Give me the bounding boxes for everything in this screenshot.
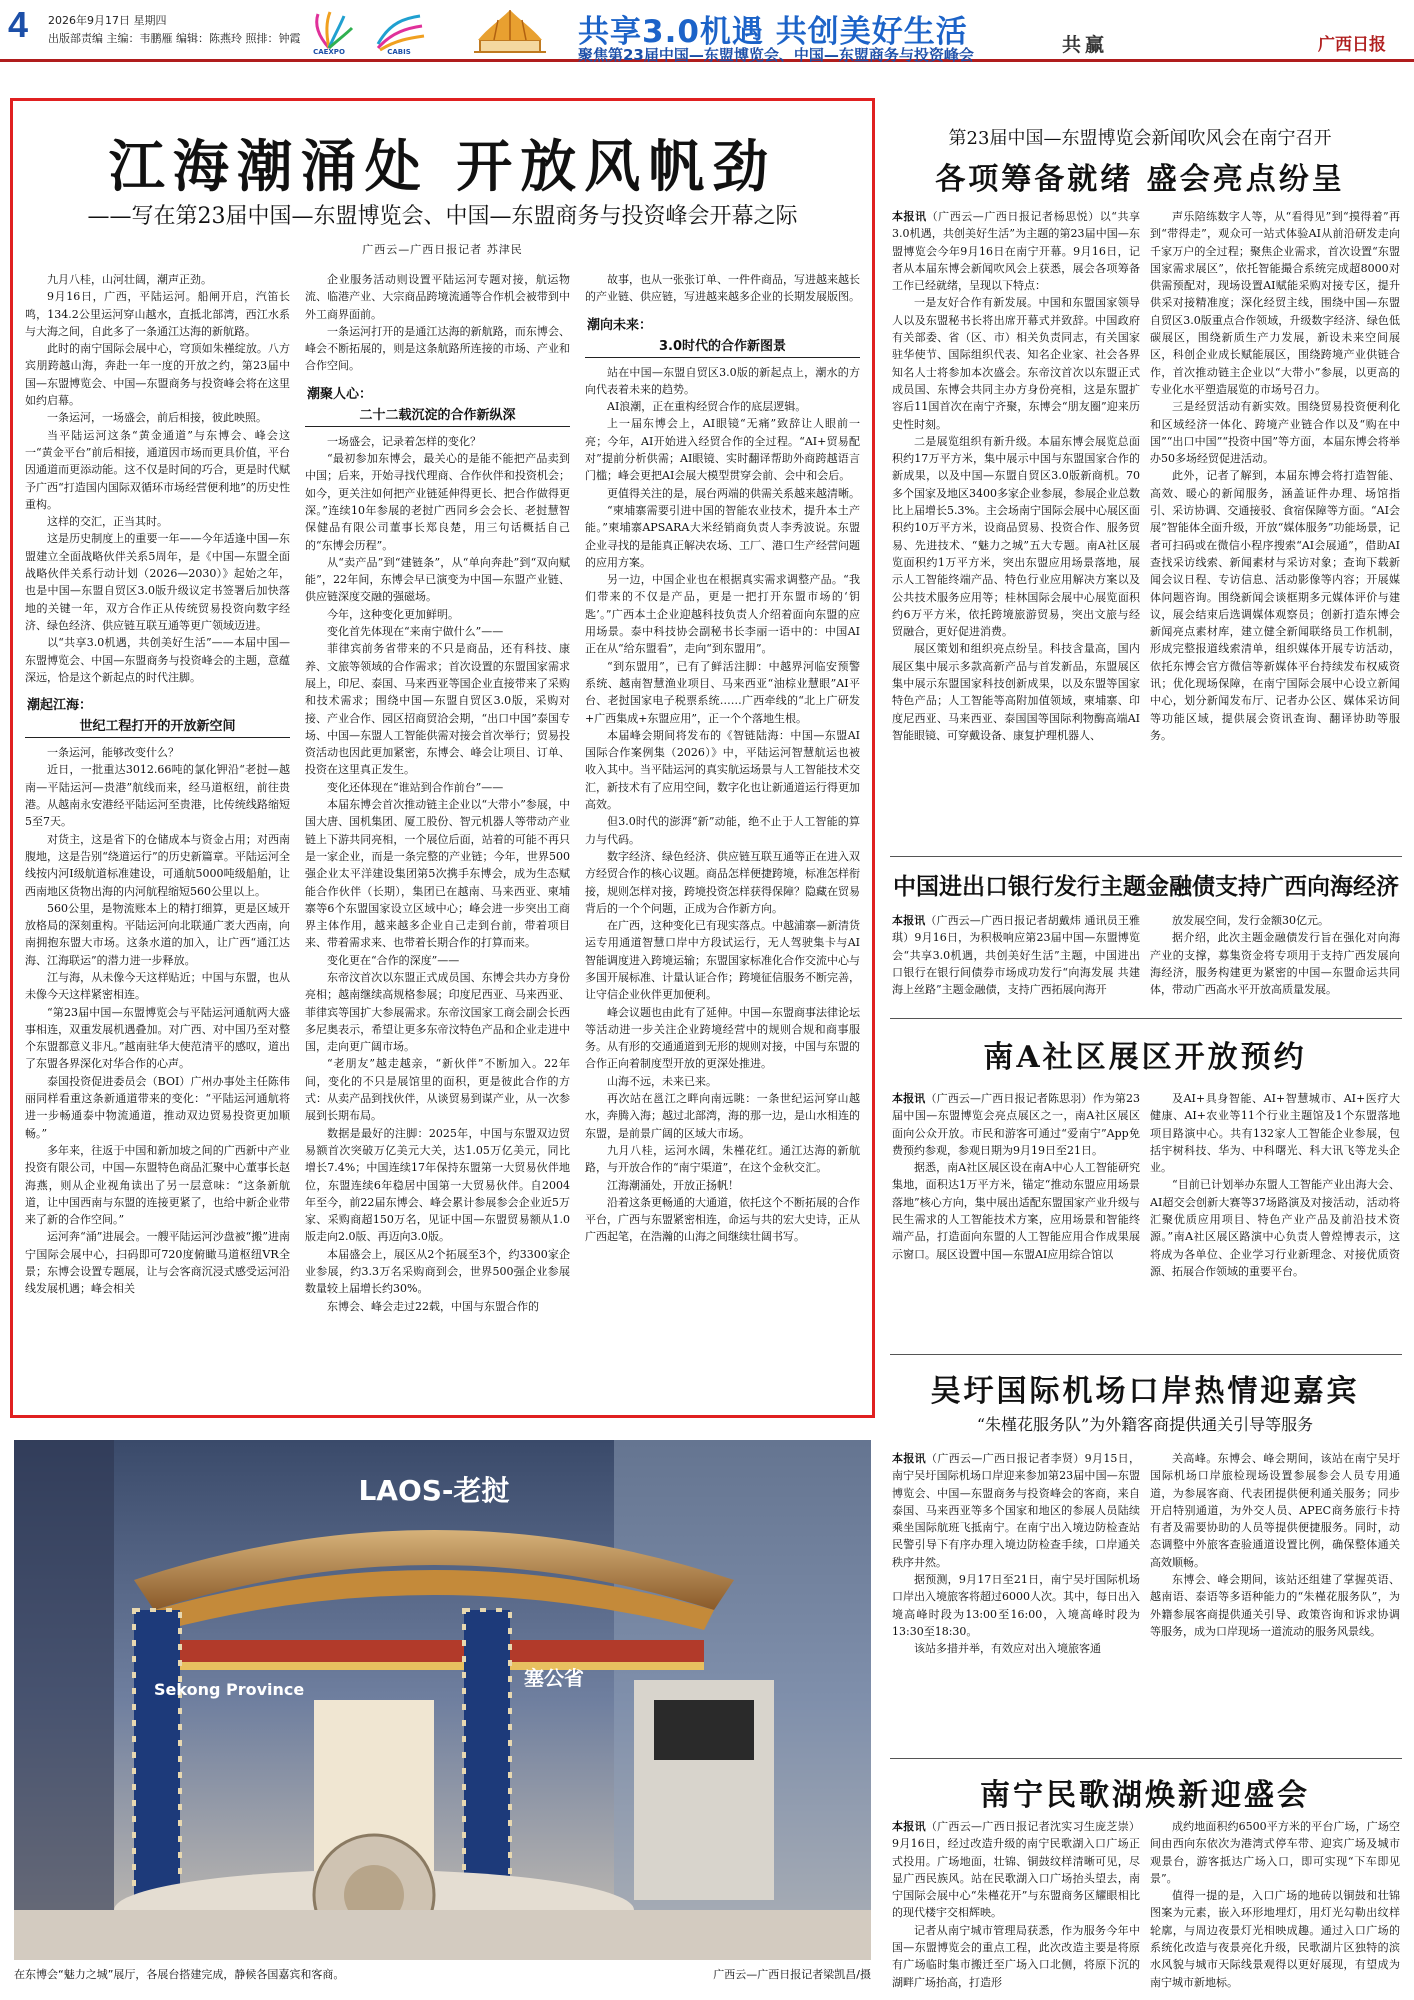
photo-sign-sekong: Sekong Province [154, 1680, 305, 1699]
lead-column-2 [305, 271, 570, 1409]
issue-date: 2026年9月17日 星期四 [48, 14, 167, 27]
lead-title: 江海潮涌处 开放风帆劲 [108, 134, 777, 200]
lead-byline: 广西云—广西日报记者 苏津民 [362, 243, 523, 256]
story4-column-2 [1150, 1450, 1400, 1750]
paragraph: 上一届东博会上，AI眼镜“无痛”致辞让人眼前一亮；今年，AI开始进入经贸合作的全过程。“AI+贸易配对”提前分析供需；AI眼镜、实时翻译帮助外商跨越语言门槛；峰会更把AI会展大模型贯穿会前、会中和会后。 [585, 417, 860, 483]
paragraph: 东博会、峰会走过22载，中国与东盟合作的 [327, 1299, 539, 1313]
paragraph: 该站多措并举，有效应对出入境旅客通 [914, 1642, 1101, 1656]
paragraph: 数字经济、绿色经济、供应链互联互通等正在进入双方经贸合作的核心议题。商品怎样便捷跨境，标准怎样衔接，规则怎样对接，跨境投资怎样获得保障？隐藏在贸易背后的一个个问题，正成为合作新方向。 [585, 849, 860, 915]
paragraph: 据预测，9月17日至21日，南宁吴圩国际机场口岸出入境旅客将超过6000人次。其中，每日出入境高峰时段为13:00至16:00，入境高峰时段为13:30至18:30。 [892, 1573, 1140, 1638]
paragraph: 一场盛会，记录着怎样的变化？ [327, 434, 481, 448]
paragraph: “柬埔寨需要引进中国的智能农业技术，提升本土产能。”柬埔寨APSARA大米经销商负责人李秀波说。东盟企业寻找的是能真正解决农场、工厂、港口生产经营问题的应用方案。 [585, 503, 860, 569]
paragraph: 本届盛会上，展区从2个拓展至3个，约3300家企业参展，约3.3万名采购商到会，世界500强企业参展数量较上届增长约30%。 [305, 1247, 570, 1296]
paragraph: 但3.0时代的澎湃“新”动能，绝不止于人工智能的算力与代码。 [585, 815, 860, 846]
paragraph: 此外，记者了解到，本届东博会将打造智能、高效、暖心的新闻服务，涵盖证件办理、场馆指引、采访协调、交通接驳、食宿保障等方面。“AI会展”智能体全面升级，开放“媒体服务”功能场景，记者可扫码或在微信小程序搜索“AI会展通”，借助AI查找采访线索、新闻素材与采访对象；查询下载新闻会议日程、专访信息、活动影像等内容；开展媒体问题咨询。围绕新闻会谈框期多元媒体评价与建议，展会结束后选调媒体观察员；创新打造东博会新闻亮点素材库，建立健全新闻联络员工作机制，形成完整报道线索清单，组织媒体开展专访活动，依托东博会官方微信等新媒体平台持续发布权威资讯；优化现场保障，在南宁国际会展中心设立新闻中心，划分新闻发布厅、记者办公区、媒体采访间等功能区域，提供展会资讯查询、翻译协助等服务。 [1150, 469, 1400, 742]
paragraph: 一条运河打开的是通江达海的新航路，而东博会、峰会不断拓展的，则是这条航路所连接的市场、产业和合作空间。 [305, 324, 570, 373]
paragraph: 沿着这条更畅通的大通道，依托这个不断拓展的合作平台，广西与东盟紧密相连，命运与共的宏大史诗，正从广西起笔，在浩瀚的山海之间继续壮阔书写。 [585, 1195, 860, 1244]
paragraph: 值得一提的是，入口广场的地砖以铜鼓和壮锦图案为元素，嵌入环形地埋灯，用灯光勾勒出纹样轮廓，与周边夜景灯光相映成趣。通过入口广场的系统化改造与夜景亮化升级，民歌湖片区独特的滨水风貌与城市天际线景观得以更好展现，有望成为南宁城市新地标。 [1150, 1889, 1400, 1989]
paragraph: 这是历史制度上的重要一年——今年适逢中国—东盟建立全面战略伙伴关系5周年，是《中国—东盟全面战略伙伴关系行动计划（2026—2030）》起始之年，也是中国—东盟自贸区3.0版升级议定书签署后加快落地的关键一年，双方合作正从传统贸易投资向数字经济、绿色经济、供应链互联互通等更广领域迈进。 [25, 532, 290, 632]
story2-column-1: 本报讯（广西云—广西日报记者胡戴炜 通讯员王雅琪）9月16日，为积极响应第23届中国—东盟博览会“共享3.0机遇，共创美好生活”主题，中国进出口银行在银行间债券市场成功发行“向海发展 共建海上丝路”主题金融债，支持广西拓展向海开 [892, 914, 1140, 997]
lead-subtitle: ——写在第23届中国—东盟博览会、中国—东盟商务与投资峰会开幕之际 [87, 204, 798, 229]
masthead-subslogan: 聚焦第23届中国—东盟博览会、中国—东盟商务与投资峰会 [578, 46, 974, 64]
lead-subhead-1: 潮起江海： 世纪工程打开的开放新空间 [25, 694, 290, 738]
story3-column-2 [1150, 1090, 1400, 1342]
masthead-meta [48, 12, 301, 48]
staff-credits: 出版部责编 主编：韦鹏雁 编辑：陈燕玲 照排：钟霞 [48, 32, 301, 45]
paragraph: 以“共享3.0机遇，共创美好生活”——本届中国—东盟博览会、中国—东盟商务与投资峰会的主题，意蕴深远，恰是这个新起点的时代注脚。 [25, 636, 290, 684]
paper-name: 广西日报 [1318, 35, 1386, 55]
paragraph: （广西云—广西日报记者陈思羽）作为第23届中国—东盟博览会亮点展区之一，南A社区展区面向公众开放。市民和游客可通过“爱南宁”App免费预约参观，参观日期为9月19日至21日。 [892, 1092, 1140, 1157]
cabis-logo: CABIS [370, 4, 428, 56]
paragraph: 成约地面积约6500平方米的平台广场，广场空间由西向东依次为港湾式停车带、迎宾广场及城市观景台，游客抵达广场入口，即可实现“下车即见景”。 [1150, 1820, 1400, 1885]
photo-caption [14, 1966, 871, 1982]
paragraph: 变化更在“合作的深度”—— [327, 953, 460, 967]
paragraph: （广西云—广西日报记者沈实习生庞芝崇）9月16日，经过改造升级的南宁民歌湖入口广场正式投用。广场地面，壮锦、铜鼓纹样清晰可见，尽显广西民族风。站在民歌湖入口广场抬头望去，南宁国际会展中心“朱槿花开”与东盟商务区耀眼相比的现代楼宇交相辉映。 [892, 1820, 1140, 1920]
paragraph: 及AI+具身智能、AI+智慧城市、AI+医疗大健康、AI+农业等11个行业主题馆及1个东盟落地项目路演中心。共有132家人工智能企业参展，包括宇树科技、华为、中科曙光、科大讯飞等龙头企业。 [1150, 1092, 1400, 1175]
story3-title: 南A社区展区开放预约 [983, 1040, 1307, 1075]
paragraph: 东帝汶首次以东盟正式成员国、东博会共办方身份亮相；越南继续高规格参展；印度尼西亚、马来西亚、菲律宾等国扩大参展需求。东帝汶国家工商会副会长西多尼奥表示，希望让更多东帝汶特色产品和企业走进中国，走向更广阔市场。 [305, 970, 570, 1054]
story3-column-1: 本报讯（广西云—广西日报记者陈思羽）作为第23届中国—东盟博览会亮点展区之一，南A社区展区面向公众开放。市民和游客可通过“爱南宁”App免费预约参观，参观日期为9月19日至21日。 据悉，南A社区展区设在南A中心人工智能研究集地，面积达1万平方米，锚定“推动东盟应用场景落地”核心方向，集中展出适配东盟国家产业升级与民生需求的人工智能技术方案，应用场景和智能终端产品，打造面向东盟的人工智能应用合作成果展示窗口。展区设置中国—东盟AI应用综合馆以 [892, 1090, 1140, 1342]
paragraph: “目前已计划举办东盟人工智能产业出海大会、AI超交会创新大赛等37场路演及对接活动，活动将汇聚优质应用项目、特色产业产品及前沿技术资源。”南A社区展区路演中心负责人曾煌博表示，这将成为各单位、企业学习行业新理念、对接优质资源、拓展合作领域的重要平台。 [1150, 1178, 1400, 1278]
paragraph: 江海潮涌处，开放正扬帆！ [607, 1178, 739, 1192]
paragraph: 多年来，往返于中国和新加坡之间的广西新中产业投资有限公司，中国—东盟特色商品汇聚中心董事长赵海燕，则从企业视角读出了另一层意味：“这条新航道，让中国西南与东盟的连接更紧了，也给中新企业带来了新的合作空间。” [25, 1143, 290, 1227]
page-number: 4 [8, 4, 29, 45]
paragraph: 更值得关注的是，展台两端的供需关系越来越清晰。 [607, 486, 860, 500]
paragraph: 二是展览组织有新升级。本届东博会展览总面积约17万平方米，集中展示中国与东盟国家合作的新成果，以及中国—东盟自贸区3.0版新商机。70多个国家及地区3400多家企业参展，参展企业总数比上届增长5.3%。主会场南宁国际会展中心展区面积约10万平方米，设商品贸易、投资合作、服务贸易、先进技术、“魅力之城”五大专题。南A社区展览面积约1万平方米，突出东盟应用场景落地，展示人工智能终端产品、特色行业应用解决方案以及公共技术服务应用等；桂林国际会展中心展览面积约6万平方米，依托跨境旅游贸易，突出文旅与经贸融合，更好促进消费。 [892, 434, 1140, 639]
divider [890, 1018, 1402, 1019]
paragraph: （广西云—广西日报记者杨思悦）以“共享3.0机遇，共创美好生活”为主题的第23届中国—东盟博览会今年9月16日在南宁开幕。9月16日，记者从本届东博会新闻吹风会上获悉，展会各项筹备工作已经就绪，呈现以下特点： [892, 210, 1140, 293]
paragraph: 关高峰。东博会、峰会期间，该站在南宁吴圩国际机场口岸旅检现场设置参展参会人员专用通道，为参展客商、代表团提供便利通关服务；同步开启特别通道，为外交人员、APEC商务旅行卡持有者及需要协助的人员等提供便捷服务。同时，动态调整中外旅客查验通道设置比例，确保整体通关高效顺畅。 [1150, 1452, 1400, 1569]
convention-center-icon [470, 6, 550, 56]
exhibition-hall-photo [14, 1440, 871, 1960]
lead-column-3 [585, 271, 860, 1409]
photo-sign-laos: LAOS-老挝 [358, 1474, 510, 1507]
paragraph: 从“卖产品”到“建链条”，从“单向奔赴”到“双向赋能”，22年间，东博会早已演变为中国—东盟产业链、供应链深度交融的强磁场。 [305, 555, 570, 604]
paragraph: 菲律宾前务省带来的不只是商品，还有科技、康养、文旅等领域的合作需求；首次设置的东盟国家需求展上，印尼、泰国、马来西亚等国企业直接带来了采购和技术需求；围绕中国—东盟自贸区3.0版，采购对接、产业合作、园区招商贸洽会期，“出口中国”泰国专场、中国—东盟人工智能供需对接会首次举行；贸易投资活动也因此更加紧密，东博会、峰会让项目、订单、投资在这里真正发生。 [305, 642, 570, 777]
paragraph: 泰国投资促进委员会（BOI）广州办事处主任陈伟丽同样看重这条新通道带来的变化：“平陆运河通航将进一步畅通泰中物流通道，推动双边贸易投资更加顺畅。” [25, 1074, 290, 1140]
story1-kicker: 第23届中国—东盟博览会新闻吹风会在南宁召开 [948, 128, 1332, 149]
story5-column-1: 本报讯（广西云—广西日报记者沈实习生庞芝崇）9月16日，经过改造升级的南宁民歌湖入口广场正式投用。广场地面，壮锦、铜鼓纹样清晰可见，尽显广西民族风。站在民歌湖入口广场抬头望去，南宁国际会展中心“朱槿花开”与东盟商务区耀眼相比的现代楼宇交相辉映。 记者从南宁城市管理局获悉，作为服务今年中国—东盟博览会的重点工程，此次改造主要是将原有广场临时集市搬迁至广场入口北侧，将原下沉的湖畔广场抬高，打造形 [892, 1818, 1140, 1994]
paragraph: （广西云—广西日报记者胡戴炜 通讯员王雅琪）9月16日，为积极响应第23届中国—东盟博览会“共享3.0机遇，共创美好生活”主题，中国进出口银行在银行间债券市场成功发行“向海发展 共建海上丝路”主题金融债，支持广西拓展向海开 [892, 914, 1140, 997]
paragraph: 站在中国—东盟自贸区3.0版的新起点上，潮水的方向代表着未来的趋势。 [585, 365, 860, 396]
lead-story [10, 98, 875, 1418]
paragraph: 江与海，从未像今天这样贴近；中国与东盟，也从未像今天这样紧密相连。 [25, 970, 290, 1002]
paragraph: 再次站在邕江之畔向南远眺：一条世纪运河穿山越水，奔腾入海；越过北部湾，海的那一边，是山水相连的东盟，是前景广阔的区域大市场。 [585, 1092, 860, 1140]
paragraph: 九月八桂，运河水阔，朱槿花红。通江达海的新航路，与开放合作的“南宁渠道”，在这个金秋交汇。 [585, 1143, 860, 1175]
paragraph: 当平陆运河这条“黄金通道”与东博会、峰会这一“黄金平台”前后相接，通道因市场而更具价值，平台因通道而更添动能。这不仅是时间的巧合，更是时代赋予广西“打造国内国际双循环市场经营便利地”的历史性重构。 [25, 428, 290, 511]
paragraph: 本届东博会首次推动链主企业以“大带小”参展，中国大唐、国机集团、厦工股份、智元机器人等带动产业链上下游共同亮相，一个展位后面，站着的可能不再只是一家企业，而是一条完整的产业链；今年，世界500强企业太平洋建设集团第5次携手东博会，成为生态赋能合作伙伴（长期），集团已在越南、马来西亚、柬埔寨等6个东盟国家设立区域中心；峰会进一步突出工商界主体作用，越来越多企业自己走到台前，带着项目来、带着需求来、也带着长期合作的打算而来。 [305, 798, 570, 950]
paragraph: 据悉，南A社区展区设在南A中心人工智能研究集地，面积达1万平方米，锚定“推动东盟应用场景落地”核心方向，集中展出适配东盟国家产业升级与民生需求的人工智能技术方案，应用场景和智能终端产品，打造面向东盟的人工智能应用合作成果展示窗口。展区设置中国—东盟AI应用综合馆以 [892, 1161, 1140, 1261]
story5-title: 南宁民歌湖焕新迎盛会 [980, 1778, 1310, 1813]
paragraph: 故事，也从一张张订单、一件件商品，写进越来越长的产业链、供应链，写进越来越多企业的长期发展版图。 [585, 273, 860, 304]
paragraph: 企业服务活动则设置平陆运河专题对接，航运物流、临港产业、大宗商品跨境流通等合作机会被带到中外工商界面前。 [305, 273, 570, 321]
divider [890, 856, 1402, 857]
masthead-slogan: 共享3.0机遇 共创美好生活 [578, 14, 968, 50]
lead-subhead-3: 潮向未来： 3.0时代的合作新图景 [585, 314, 860, 358]
paragraph: 山海不远，未来已来。 [607, 1074, 717, 1088]
paragraph: 东博会、峰会期间，该站还组建了掌握英语、越南语、泰语等多语种能力的“朱槿花服务队”，为外籍参展客商提供通关引导、政策咨询和诉求协调等服务，成为口岸现场一道流动的服务风景线。 [1150, 1573, 1400, 1638]
story1-column-1: 本报讯（广西云—广西日报记者杨思悦）以“共享3.0机遇，共创美好生活”为主题的第23届中国—东盟博览会今年9月16日在南宁开幕。9月16日，记者从本届东博会新闻吹风会上获悉，展会各项筹备工作已经就绪，呈现以下特点： 一是友好合作有新发展。中国和东盟国家领导人以及东盟秘书长将出席开幕式并致辞。中国政府有关部委、省（区、市）相关负责同志，有关国家驻华使节、国际组织代表、知名企业家、社会各界知名人士将参加本次盛会。东帝汶首次以东盟正式成员国、东博会共同主办方身份亮相，这是东盟扩容后11国首次在南宁齐聚，东博会“朋友圈”迎来历史性时刻。 二是展览组织有新升级。本届东博会展览总面积约17万平方米，集中展示中国与东盟国家合作的新成果，以及中国—东盟自贸区3.0版新商机。70多个国家及地区3400多家企业参展，参展企业总数比上届增长5.3%。主会场南宁国际会展中心展区面积约10万平方米，设商品贸易、投资合作、服务贸易、先进技术、“魅力之城”五大专题。南A社区展览面积约1万平方米，突出东盟应用场景落地，展示人工智能终端产品、特色行业应用解决方案以及公共技术服务应用等；桂林国际会展中心展览面积约6万平方米，依托跨境旅游贸易，突出文旅与经贸融合，更好促进消费。 展区策划和组织亮点纷呈。科技含量高，国内展区集中展示多款高新产品与首发新品，东盟展区集中展示东盟国家科技创新成果，以及东盟等国家特色产品；人工智能等高附加值领域，柬埔寨、印度尼西亚、马来西亚、泰国国等国际利物酶高端AI智能眼镜、可穿戴设备、康复护理机器人、 [892, 208, 1140, 848]
paragraph: 九月八桂，山河壮阔，潮声正劲。 [47, 273, 212, 286]
paragraph: AI浪潮，正在重构经贸合作的底层逻辑。 [607, 400, 807, 414]
paragraph: 峰会议题也由此有了延伸。中国—东盟商事法律论坛等活动进一步关注企业跨境经营中的规则合规和商事服务。从有形的交通通道到无形的规则对接，中国与东盟的合作正向着制度型开放的更深处推进。 [585, 1005, 860, 1071]
paragraph: 展区策划和组织亮点纷呈。科技含量高，国内展区集中展示多款高新产品与首发新品，东盟展区集中展示东盟国家科技创新成果，以及东盟等国家特色产品；人工智能等高附加值领域，柬埔寨、印度尼西亚、马来西亚、泰国国等国际利物酶高端AI智能眼镜、可穿戴设备、康复护理机器人、 [892, 642, 1140, 742]
caexpo-logo: CAEXPO [300, 4, 358, 56]
paragraph: 一条运河，一场盛会，前后相接，彼此映照。 [47, 411, 267, 425]
paragraph: 声乐陪练数字人等，从“看得见”到“摸得着”再到“带得走”，观众可一站式体验AI从前沿研发走向千家万户的全过程；聚焦企业需求，首次设置“东盟国家需求展区”，依托智能撮合系统完成超8000对供需预配对，现场设置AI赋能采购对接专区，提升供采对接精准度；深化经贸主线，围绕中国—东盟自贸区3.0版重点合作领域，升级数字经济、绿色低碳展区，围绕新质生产力发展，新设未来空间展区，科创企业成长赋能展区，围绕跨境产业供链合作，首次推动链主企业以“大带小”参展，以更高的专业化水平塑造展览的市场号召力。 [1150, 210, 1400, 396]
photo-sign-sekong-cn: 塞公省 [524, 1666, 584, 1690]
paragraph: 今年，这种变化更加鲜明。 [327, 607, 459, 621]
divider [890, 1758, 1402, 1759]
masthead [0, 0, 1414, 62]
paragraph: 一是友好合作有新发展。中国和东盟国家领导人以及东盟秘书长将出席开幕式并致辞。中国政府有关部委、省（区、市）相关负责同志，有关国家驻华使节、国际组织代表、知名企业家、社会各界知名人士将参加本次盛会。东帝汶首次以东盟正式成员国、东博会共同主办方身份亮相，这是东盟扩容后11国首次在南宁齐聚，东博会“朋友圈”迎来历史性时刻。 [892, 296, 1140, 431]
story2-column-2 [1150, 912, 1400, 1008]
paragraph: 据介绍，此次主题金融债发行旨在强化对向海产业的支撑，募集资金将专项用于支持广西发展向海经济，服务构建更为紧密的中国—东盟命运共同体，带动广西高水平开放高质量发展。 [1150, 931, 1400, 997]
paragraph: 这样的交汇，正当其时。 [47, 515, 168, 529]
paragraph: 对货主，这是省下的仓储成本与资金占用；对西南腹地，这是告别“绕道运行”的历史新篇章。平陆运河全线按内河Ⅰ级航道标准建设，可通航5000吨级船舶，让西南地区货物出海的内河航程缩短560公里以上。 [25, 832, 290, 898]
paragraph: “到东盟用”，已有了鲜活注脚：中越界河临安预警系统、越南智慧渔业项目、马来西亚“油棕业慧眼”AI平台、老挝国家电子税票系统……广西牵线的“北上广研发+广西集成+东盟应用”，正一个个落地生根。 [585, 659, 860, 725]
paragraph: 本届峰会期间将发布的《智链陆海：中国—东盟AI国际合作案例集（2026）》中，平陆运河智慧航运也被收入其中。当平陆运河的真实航运场景与人工智能技术交汇，新技术有了应用空间，数字化也让新通道运行得更加高效。 [585, 728, 860, 812]
paragraph: 运河奔“涌”进展会。一艘平陆运河沙盘被“搬”进南宁国际会展中心，扫码即可720度俯瞰马道枢纽VR全景；东博会设置专题展，让与会客商沉浸式感受运河沿线发展机遇；峰会相关 [25, 1230, 290, 1296]
paragraph: 此时的南宁国际会展中心，穹顶如朱槿绽放。八方宾朋跨越山海，奔赴一年一度的开放之约，第23届中国—东盟博览会、中国—东盟商务与投资峰会将在这里如约启幕。 [25, 342, 290, 408]
paragraph: 放发展空间，发行金额30亿元。 [1172, 914, 1329, 927]
paragraph: 在广西，这种变化已有现实落点。中越浦寨—新清货运专用通道智慧口岸中方段试运行，无人驾驶集卡与AI智能调度进入跨境运输；东盟国家标准化合作交流中心与多国开展标准、计量认证合作；跨境征信服务不断完善，让守信企业伙伴更加便利。 [585, 919, 860, 1002]
story4-subtitle: “朱槿花服务队”为外籍客商提供通关引导等服务 [976, 1415, 1314, 1434]
photo-credit: 广西云—广西日报记者梁凯昌/摄 [713, 1968, 871, 1981]
paragraph: 数据是最好的注脚：2025年，中国与东盟双边贸易额首次突破万亿美元大关，达1.05万亿美元，同比增长7.4%；中国连续17年保持东盟第一大贸易伙伴地位，东盟连续6年稳居中国第一大贸易伙伴。自2004年至今，前22届东博会、峰会累计参展参会企业近5万家、采购商超150万名，见证中国—东盟贸易额从1.0版走向2.0版、再迈向3.0版。 [305, 1126, 570, 1244]
story4-title: 吴圩国际机场口岸热情迎嘉宾 [930, 1374, 1360, 1409]
paragraph: 另一边，中国企业也在根据真实需求调整产品。“我们带来的不仅是产品，更是一把打开东盟市场的‘钥匙’。”广西本土企业迎越科技负责人介绍着面向东盟的应用场景。泰中科技协会副秘书长李丽一语中的：中国AI正在从“给东盟看”，走向“到东盟用”。 [585, 573, 860, 656]
paragraph: “第23届中国—东盟博览会与平陆运河通航两大盛事相连，双重发展机遇叠加。对广西、对中国乃至对整个东盟都意义非凡。”越南驻华大使范清平的感叹，道出了东盟各界深化对华合作的心声。 [25, 1005, 290, 1071]
caption-text: 在东博会“魅力之城”展厅，各展台搭建完成，静候各国嘉宾和客商。 [14, 1968, 345, 1981]
lead-column-1 [25, 271, 290, 1409]
paragraph: 三是经贸活动有新实效。围绕贸易投资便利化和区域经济一体化、跨境产业链合作以及“购在中国”“出口中国”“投资中国”等方面，本届东博会将举办50多场经贸促进活动。 [1150, 400, 1400, 466]
paragraph: 变化首先体现在“来南宁做什么”—— [327, 625, 504, 639]
paragraph: 变化还体现在“谁站到合作前台”—— [327, 780, 504, 794]
paragraph: 记者从南宁城市管理局获悉，作为服务今年中国—东盟博览会的重点工程，此次改造主要是将原有广场临时集市搬迁至广场入口北侧，将原下沉的湖畔广场抬高，打造形 [892, 1923, 1140, 1989]
paragraph: 560公里，是物流账本上的精打细算，更是区域开放格局的深刻重构。平陆运河向北联通广袤大西南，向南拥抱东盟大市场。这条水道的加入，让广西“通江达海、江海联运”的潜力进一步释放。 [25, 901, 290, 967]
paragraph: 一条运河，能够改变什么？ [47, 746, 179, 760]
story4-column-1: 本报讯（广西云—广西日报记者李贤）9月15日，南宁吴圩国际机场口岸迎来参加第23届中国—东盟博览会、中国—东盟商务与投资峰会的客商，来自泰国、马来西亚等多个国家和地区的参展人员陆续乘坐国际航班飞抵南宁。在南宁出入境边防检查站民警引导下有序办理入境边防检查手续，口岸通关秩序井然。 据预测，9月17日至21日，南宁吴圩国际机场口岸出入境旅客将超过6000人次。其中，每日出入境高峰时段为13:00至16:00，入境高峰时段为13:30至18:30。 该站多措并举，有效应对出入境旅客通 [892, 1450, 1140, 1750]
paragraph: 9月16日，广西，平陆运河。船闸开启，汽笛长鸣，134.2公里运河穿山越水，直抵北部湾，西江水系与大海之间，自此多了一条通江达海的新航路。 [25, 290, 290, 338]
paragraph: 近日，一批重达3012.66吨的氯化钾沿“老挝—越南—平陆运河—贵港”航线而来，经马道枢纽，前往贵港。从越南永安港经平陆运河至贵港，比传统线路缩短5至7天。 [25, 763, 290, 829]
story2-title: 中国进出口银行发行主题金融债支持广西向海经济 [893, 873, 1399, 900]
divider [890, 1354, 1402, 1355]
story5-column-2 [1150, 1818, 1400, 1994]
paragraph: （广西云—广西日报记者李贤）9月15日，南宁吴圩国际机场口岸迎来参加第23届中国—东盟博览会、中国—东盟商务与投资峰会的客商，来自泰国、马来西亚等多个国家和地区的参展人员陆续乘坐国际航班飞抵南宁。在南宁出入境边防检查站民警引导下有序办理入境边防检查手续，口岸通关秩序井然。 [892, 1452, 1140, 1569]
story1-column-2 [1150, 208, 1400, 848]
section-tag: 共赢 [1062, 34, 1109, 56]
lead-subhead-2: 潮聚人心： 二十二载沉淀的合作新纵深 [305, 383, 570, 427]
paragraph: “老朋友”越走越亲，“新伙伴”不断加入。22年间，变化的不只是展馆里的面积，更是彼此合作的方式：从卖产品到找伙伴，从谈贸易到谋产业，从一次参展到长期布局。 [305, 1057, 570, 1123]
story1-title: 各项筹备就绪 盛会亮点纷呈 [935, 162, 1345, 197]
paragraph: “最初参加东博会，最关心的是能不能把产品卖到中国；后来，开始寻找代理商、合作伙伴和投资机会；如今，更关注如何把产业链延伸得更长、把合作做得更深。”连续10年参展的老挝广西同乡会会长、老挝慧智保健品有限公司董事长郑良楚，用三句话概括自己的“东博会历程”。 [305, 452, 570, 552]
